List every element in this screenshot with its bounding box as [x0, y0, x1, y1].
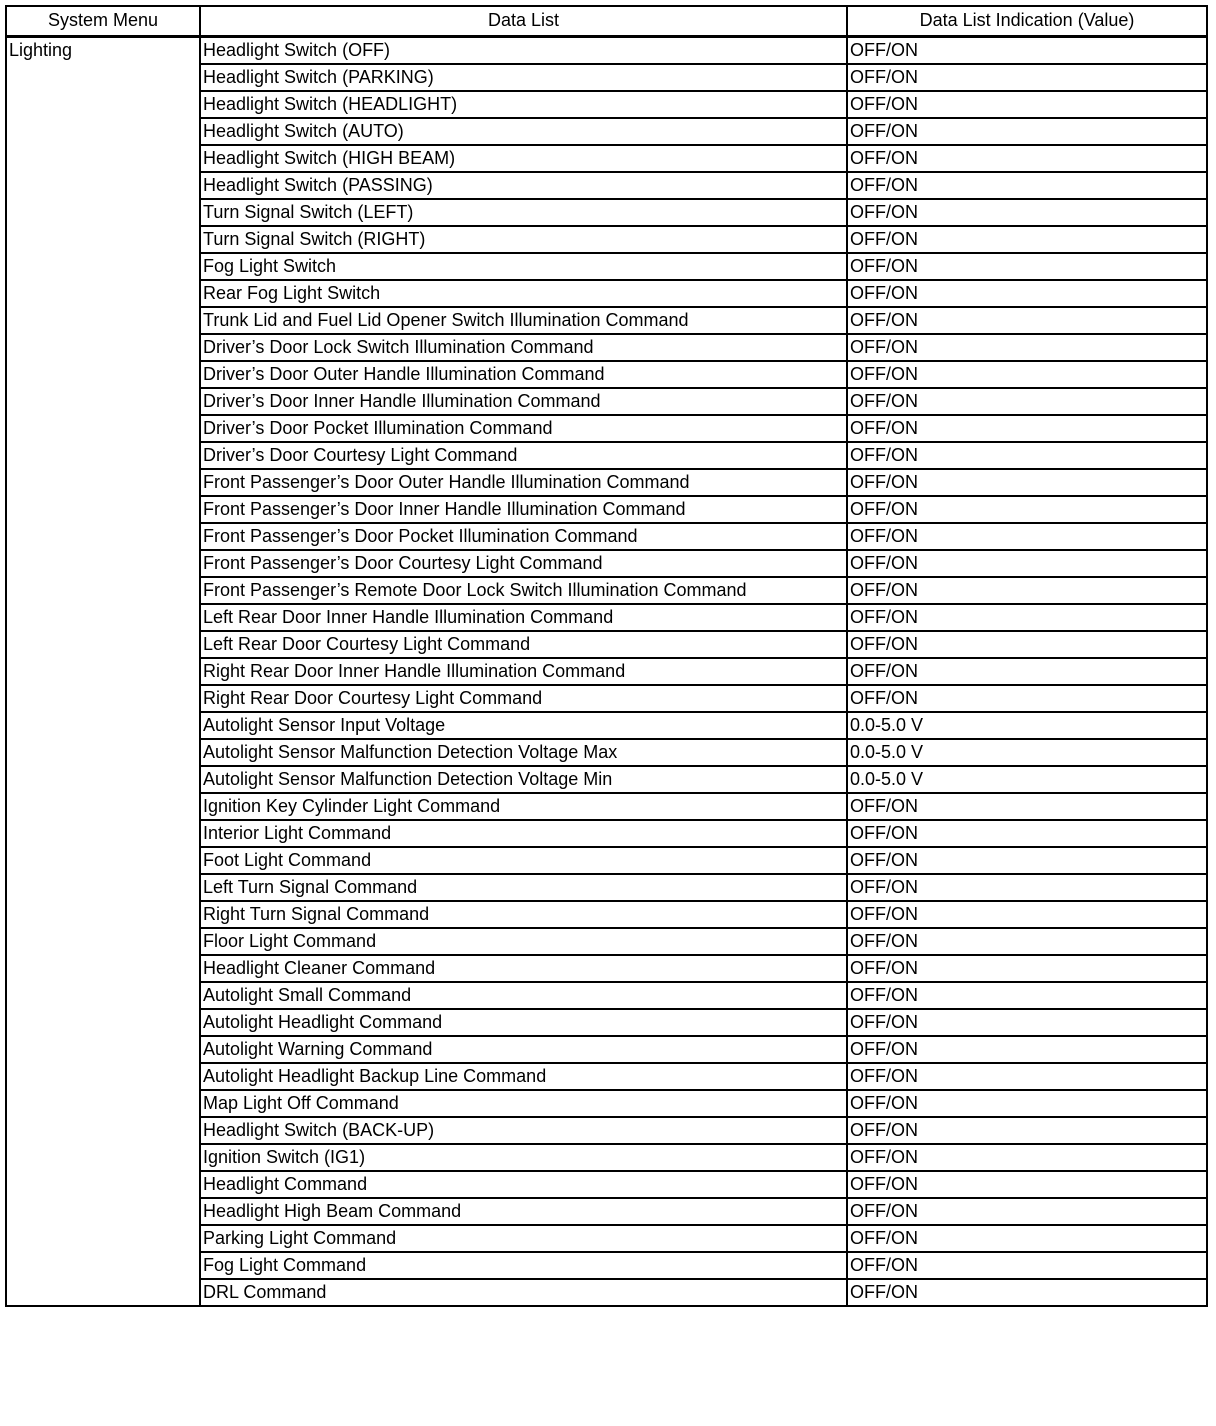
indication-value: OFF/ON: [847, 874, 1207, 901]
data-list-item: Headlight Switch (AUTO): [200, 118, 847, 145]
indication-value: OFF/ON: [847, 847, 1207, 874]
data-list-item: Right Rear Door Inner Handle Illumination Command: [200, 658, 847, 685]
data-list-item: Front Passenger’s Door Inner Handle Illumination Command: [200, 496, 847, 523]
data-list-item: Driver’s Door Outer Handle Illumination Command: [200, 361, 847, 388]
indication-value: OFF/ON: [847, 334, 1207, 361]
indication-value: OFF/ON: [847, 1036, 1207, 1063]
indication-value: 0.0-5.0 V: [847, 766, 1207, 793]
data-list-item: Fog Light Switch: [200, 253, 847, 280]
indication-value: OFF/ON: [847, 1225, 1207, 1252]
data-list-item: Headlight Switch (BACK-UP): [200, 1117, 847, 1144]
indication-value: OFF/ON: [847, 658, 1207, 685]
data-list-item: Front Passenger’s Door Outer Handle Illumination Command: [200, 469, 847, 496]
table-body: [6, 36, 1207, 1306]
indication-value: OFF/ON: [847, 361, 1207, 388]
indication-value: 0.0-5.0 V: [847, 739, 1207, 766]
data-list-item: Left Rear Door Inner Handle Illumination Command: [200, 604, 847, 631]
indication-value: OFF/ON: [847, 226, 1207, 253]
data-list-item: Autolight Sensor Malfunction Detection Voltage Max: [200, 739, 847, 766]
indication-value: 0.0-5.0 V: [847, 712, 1207, 739]
indication-value: OFF/ON: [847, 955, 1207, 982]
data-list-item: Autolight Headlight Backup Line Command: [200, 1063, 847, 1090]
indication-value: OFF/ON: [847, 1009, 1207, 1036]
indication-value: OFF/ON: [847, 496, 1207, 523]
indication-value: OFF/ON: [847, 982, 1207, 1009]
data-list-item: Front Passenger’s Remote Door Lock Switch Illumination Command: [200, 577, 847, 604]
header-system-menu: System Menu: [6, 6, 200, 36]
data-list-item: Interior Light Command: [200, 820, 847, 847]
data-list-item: Turn Signal Switch (RIGHT): [200, 226, 847, 253]
table-row: [6, 36, 1207, 64]
data-list-item: Driver’s Door Lock Switch Illumination Command: [200, 334, 847, 361]
indication-value: OFF/ON: [847, 36, 1207, 64]
system-menu-cell: Lighting: [6, 36, 200, 1306]
data-list-item: Autolight Sensor Input Voltage: [200, 712, 847, 739]
data-list-item: Autolight Headlight Command: [200, 1009, 847, 1036]
data-list-item: Headlight Cleaner Command: [200, 955, 847, 982]
indication-value: OFF/ON: [847, 577, 1207, 604]
indication-value: OFF/ON: [847, 1171, 1207, 1198]
data-list-item: Autolight Sensor Malfunction Detection Voltage Min: [200, 766, 847, 793]
data-list-item: Trunk Lid and Fuel Lid Opener Switch Illumination Command: [200, 307, 847, 334]
data-list-item: Autolight Warning Command: [200, 1036, 847, 1063]
indication-value: OFF/ON: [847, 685, 1207, 712]
data-list-item: Headlight Switch (HEADLIGHT): [200, 91, 847, 118]
data-list-item: Headlight Switch (OFF): [200, 36, 847, 64]
indication-value: OFF/ON: [847, 253, 1207, 280]
indication-value: OFF/ON: [847, 280, 1207, 307]
indication-value: OFF/ON: [847, 523, 1207, 550]
indication-value: OFF/ON: [847, 1198, 1207, 1225]
data-list-item: Ignition Key Cylinder Light Command: [200, 793, 847, 820]
data-list-item: Headlight Command: [200, 1171, 847, 1198]
data-list-item: Headlight Switch (PARKING): [200, 64, 847, 91]
data-list-item: Autolight Small Command: [200, 982, 847, 1009]
indication-value: OFF/ON: [847, 1279, 1207, 1306]
data-list-item: Driver’s Door Pocket Illumination Command: [200, 415, 847, 442]
indication-value: OFF/ON: [847, 469, 1207, 496]
indication-value: OFF/ON: [847, 172, 1207, 199]
indication-value: OFF/ON: [847, 631, 1207, 658]
data-list-item: Headlight Switch (HIGH BEAM): [200, 145, 847, 172]
indication-value: OFF/ON: [847, 64, 1207, 91]
indication-value: OFF/ON: [847, 91, 1207, 118]
data-list-item: Front Passenger’s Door Courtesy Light Command: [200, 550, 847, 577]
data-list-item: Ignition Switch (IG1): [200, 1144, 847, 1171]
data-list-item: Parking Light Command: [200, 1225, 847, 1252]
data-list-item: Right Turn Signal Command: [200, 901, 847, 928]
data-list-item: Headlight High Beam Command: [200, 1198, 847, 1225]
data-list-item: Left Rear Door Courtesy Light Command: [200, 631, 847, 658]
data-list-item: Floor Light Command: [200, 928, 847, 955]
data-list-item: Front Passenger’s Door Pocket Illumination Command: [200, 523, 847, 550]
header-row: [6, 6, 1207, 36]
header-data-list: Data List: [200, 6, 847, 36]
indication-value: OFF/ON: [847, 307, 1207, 334]
data-list-item: Foot Light Command: [200, 847, 847, 874]
data-list-item: Driver’s Door Inner Handle Illumination Command: [200, 388, 847, 415]
data-list-table: [5, 5, 1208, 1307]
data-list-item: Right Rear Door Courtesy Light Command: [200, 685, 847, 712]
indication-value: OFF/ON: [847, 1144, 1207, 1171]
indication-value: OFF/ON: [847, 1090, 1207, 1117]
indication-value: OFF/ON: [847, 928, 1207, 955]
indication-value: OFF/ON: [847, 1252, 1207, 1279]
data-list-item: Fog Light Command: [200, 1252, 847, 1279]
indication-value: OFF/ON: [847, 1063, 1207, 1090]
indication-value: OFF/ON: [847, 199, 1207, 226]
indication-value: OFF/ON: [847, 118, 1207, 145]
indication-value: OFF/ON: [847, 1117, 1207, 1144]
indication-value: OFF/ON: [847, 793, 1207, 820]
indication-value: OFF/ON: [847, 550, 1207, 577]
data-list-item: Rear Fog Light Switch: [200, 280, 847, 307]
indication-value: OFF/ON: [847, 901, 1207, 928]
data-list-item: DRL Command: [200, 1279, 847, 1306]
data-list-item: Turn Signal Switch (LEFT): [200, 199, 847, 226]
indication-value: OFF/ON: [847, 388, 1207, 415]
data-list-item: Left Turn Signal Command: [200, 874, 847, 901]
header-indication: Data List Indication (Value): [847, 6, 1207, 36]
data-list-item: Map Light Off Command: [200, 1090, 847, 1117]
data-list-item: Driver’s Door Courtesy Light Command: [200, 442, 847, 469]
indication-value: OFF/ON: [847, 442, 1207, 469]
indication-value: OFF/ON: [847, 604, 1207, 631]
data-list-item: Headlight Switch (PASSING): [200, 172, 847, 199]
indication-value: OFF/ON: [847, 415, 1207, 442]
indication-value: OFF/ON: [847, 820, 1207, 847]
indication-value: OFF/ON: [847, 145, 1207, 172]
